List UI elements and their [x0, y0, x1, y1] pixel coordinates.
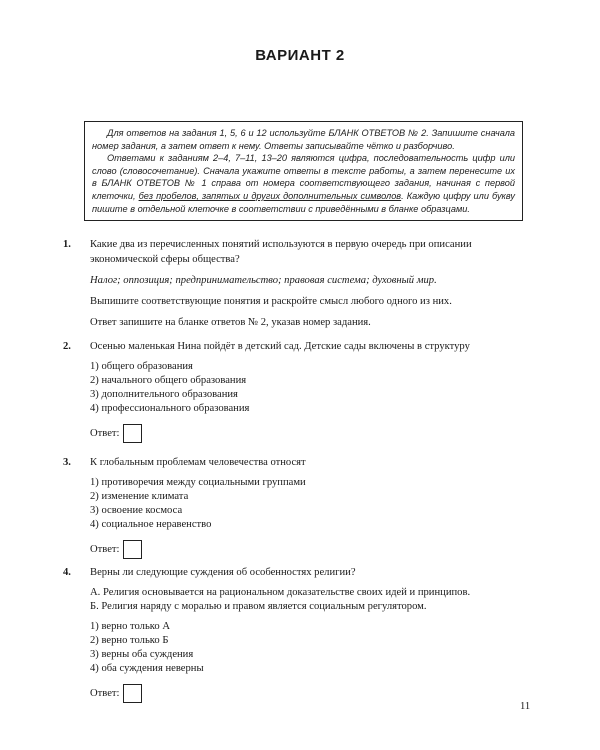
answer-row — [90, 424, 533, 443]
option-3: 3) дополнительного образования — [90, 389, 238, 400]
question-number: 2. — [63, 341, 71, 352]
question-3 — [63, 455, 533, 559]
answer-box[interactable] — [123, 540, 142, 559]
option-2: 2) верно только Б — [90, 635, 169, 646]
answer-row — [90, 540, 533, 559]
question-text: Какие два из перечисленных понятий используются в первую очередь при описании экономической сферы общества? — [90, 239, 472, 265]
instructions-underlined-text: без пробелов, запятых и других дополнительных символов — [138, 190, 402, 201]
question-task: Выпишите соответствующие понятия и раскройте смысл любого одного из них. — [90, 296, 452, 307]
page-title: ВАРИАНТ 2 — [255, 47, 345, 64]
options-list — [90, 476, 533, 532]
question-text: Осенью маленькая Нина пойдёт в детский сад. Детские сады включены в структуру — [90, 341, 470, 352]
question-note: Ответ запишите на бланке ответов № 2, указав номер задания. — [90, 317, 371, 328]
instructions-text-end: . Каждую цифру или букву пишите в отдельной клеточке в соответствии с приведёнными в бланке образцами. — [92, 190, 515, 214]
instructions-box — [84, 121, 523, 221]
statement-a: А. Религия основывается на рациональном доказательстве своих идей и принципов. — [90, 587, 471, 598]
question-1 — [63, 237, 533, 330]
question-text: Верны ли следующие суждения об особенностях религии? — [90, 567, 356, 578]
option-1: 1) противоречия между социальными группами — [90, 477, 306, 488]
option-3: 3) верны оба суждения — [90, 649, 194, 660]
option-2: 2) изменение климата — [90, 491, 189, 502]
answer-label: Ответ: — [90, 544, 120, 555]
option-1: 1) верно только А — [90, 621, 170, 632]
option-4: 4) профессионального образования — [90, 403, 250, 414]
answer-label: Ответ: — [90, 688, 120, 699]
instructions-text: Ответами к заданиям 2–4, 7–11, 13–20 являются цифра, последовательность цифр или слово (словосочетание). Сначала укажите ответы в тексте работы, а затем перенесите их в БЛАНК ОТВЕТОВ № 1 справа от номера соответствующего задания, начиная с первой клеточки, — [92, 153, 515, 201]
option-2: 2) начального общего образования — [90, 375, 247, 386]
concept-list: Налог; оппозиция; предпринимательство; правовая система; духовный мир. — [90, 275, 437, 286]
answer-box[interactable] — [123, 684, 142, 703]
question-2 — [63, 339, 533, 443]
question-text: К глобальным проблемам человечества относят — [90, 457, 306, 468]
page-number: 11 — [520, 701, 531, 712]
statements-list — [90, 586, 533, 614]
question-number: 1. — [63, 239, 71, 250]
question-number: 3. — [63, 457, 71, 468]
option-3: 3) освоение космоса — [90, 505, 183, 516]
question-4 — [63, 565, 533, 703]
answer-row — [90, 684, 533, 703]
instructions-paragraph-2 — [92, 152, 515, 215]
option-1: 1) общего образования — [90, 361, 193, 372]
option-4: 4) оба суждения неверны — [90, 663, 204, 674]
question-number: 4. — [63, 567, 71, 578]
answer-label: Ответ: — [90, 428, 120, 439]
instructions-paragraph-1: Для ответов на задания 1, 5, 6 и 12 используйте БЛАНК ОТВЕТОВ № 2. Запишите сначала номер задания, а затем ответ к нему. Ответы записывайте чётко и разборчиво. — [92, 128, 515, 151]
options-list — [90, 620, 533, 676]
statement-b: Б. Религия наряду с моралью и правом является социальным регулятором. — [90, 601, 427, 612]
option-4: 4) социальное неравенство — [90, 519, 212, 530]
options-list — [90, 360, 533, 416]
answer-box[interactable] — [123, 424, 142, 443]
